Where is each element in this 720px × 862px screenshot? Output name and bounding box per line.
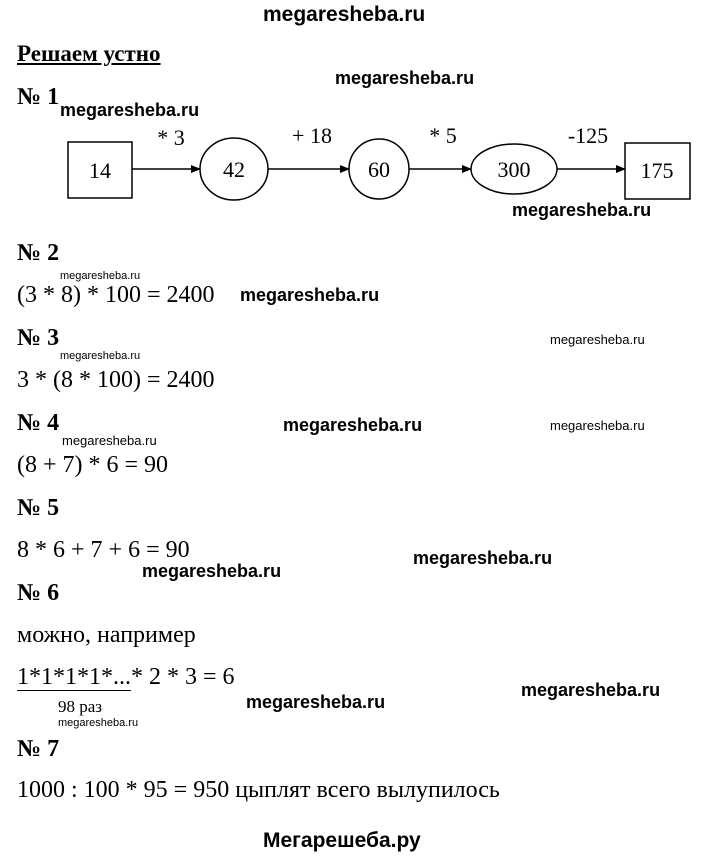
node-value: 42 bbox=[223, 157, 245, 182]
footer-watermark: Мегарешеба.ру bbox=[263, 829, 421, 852]
task-5-label: № 5 bbox=[17, 495, 60, 521]
task-6-rest: * 2 * 3 = 6 bbox=[131, 664, 235, 690]
node-value: 60 bbox=[368, 157, 390, 182]
node-value: 300 bbox=[497, 157, 531, 182]
watermark: megaresheba.ru bbox=[413, 548, 553, 568]
watermark: megaresheba.ru bbox=[550, 332, 645, 347]
task-2-label: № 2 bbox=[17, 240, 60, 266]
task-7-label: № 7 bbox=[17, 736, 60, 762]
header-watermark: megaresheba.ru bbox=[263, 3, 426, 26]
task-6-label: № 6 bbox=[17, 580, 60, 606]
watermark: megaresheba.ru bbox=[283, 415, 423, 435]
operation-label: * 3 bbox=[157, 125, 185, 150]
watermark: megaresheba.ru bbox=[60, 270, 141, 282]
task-3-expression: 3 * (8 * 100) = 2400 bbox=[17, 367, 215, 393]
task-6-intro: можно, например bbox=[17, 622, 196, 648]
task-3-label: № 3 bbox=[17, 325, 60, 351]
section-heading: Решаем устно bbox=[17, 41, 161, 66]
watermark: megaresheba.ru bbox=[142, 561, 282, 581]
watermark: megaresheba.ru bbox=[246, 692, 386, 712]
task-1-label: № 1 bbox=[17, 84, 60, 110]
task-4-label: № 4 bbox=[17, 410, 60, 436]
task-6-expression bbox=[17, 664, 235, 691]
watermark: megaresheba.ru bbox=[60, 350, 141, 362]
watermark: megaresheba.ru bbox=[60, 100, 200, 120]
watermark: megaresheba.ru bbox=[335, 68, 475, 88]
start-value: 14 bbox=[89, 158, 111, 183]
operation-label: + 18 bbox=[292, 123, 332, 148]
watermark: megaresheba.ru bbox=[58, 717, 139, 729]
watermark: megaresheba.ru bbox=[512, 200, 652, 220]
task-5-expression: 8 * 6 + 7 + 6 = 90 bbox=[17, 537, 190, 563]
watermark: megaresheba.ru bbox=[550, 418, 645, 433]
operation-label: * 5 bbox=[429, 123, 457, 148]
task-2-expression: (3 * 8) * 100 = 2400 bbox=[17, 282, 215, 308]
end-value: 175 bbox=[640, 158, 674, 183]
watermark: megaresheba.ru bbox=[62, 433, 157, 448]
watermark: megaresheba.ru bbox=[521, 680, 661, 700]
task-4-expression: (8 + 7) * 6 = 90 bbox=[17, 452, 169, 478]
watermark: megaresheba.ru bbox=[240, 285, 380, 305]
task-7-expression: 1000 : 100 * 95 = 950 цыплят всего вылупилось bbox=[17, 777, 500, 803]
task-6-ones: 1*1*1*1*... bbox=[17, 664, 131, 690]
task-6-brace-label: 98 раз bbox=[58, 697, 103, 716]
operation-label: -125 bbox=[567, 123, 609, 148]
